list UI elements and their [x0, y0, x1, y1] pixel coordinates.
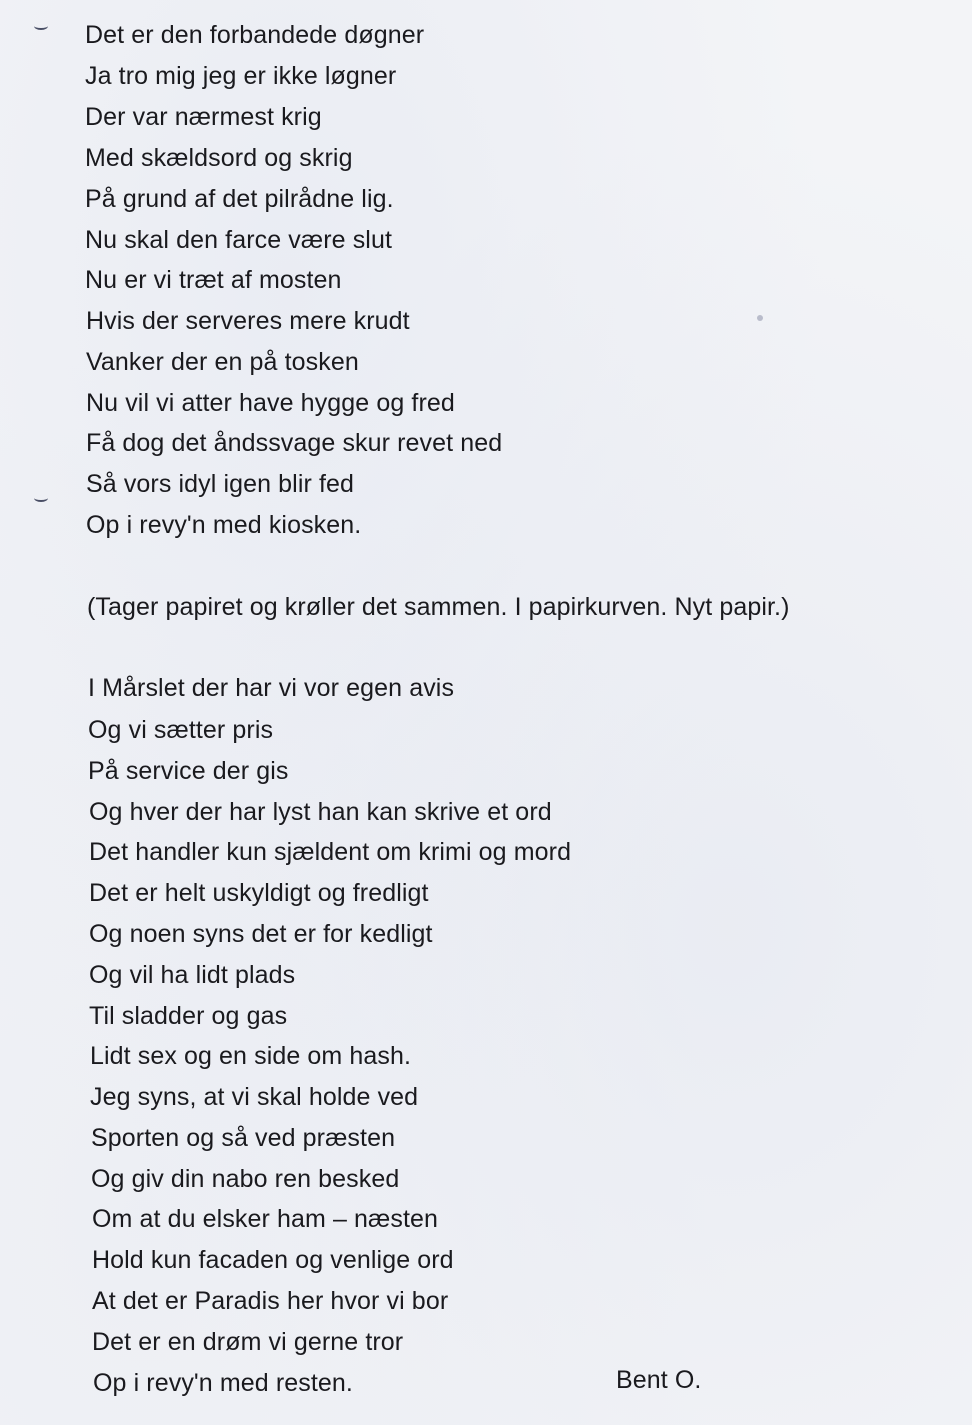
stanza2-line: Og noen syns det er for kedligt: [89, 920, 433, 948]
stanza2-line: At det er Paradis her hvor vi bor: [92, 1287, 449, 1315]
stanza1-line: Ja tro mig jeg er ikke løgner: [85, 62, 397, 90]
paper-speck: [757, 315, 763, 321]
stanza2-line: Og giv din nabo ren besked: [91, 1165, 400, 1193]
stanza2-line: På service der gis: [88, 757, 289, 785]
stanza1-line: Hvis der serveres mere krudt: [86, 307, 410, 335]
stanza2-line: I Mårslet der har vi vor egen avis: [88, 674, 455, 702]
stanza1-line: Med skældsord og skrig: [85, 144, 353, 172]
stanza1-line: Nu skal den farce være slut: [85, 226, 392, 254]
signature: Bent O.: [616, 1366, 702, 1394]
stanza2-line: Jeg syns, at vi skal holde ved: [90, 1083, 419, 1111]
stanza1-line: Op i revy'n med kiosken.: [86, 511, 362, 539]
stanza2-line: Og hver der har lyst han kan skrive et ord: [89, 798, 552, 826]
stage-direction: (Tager papiret og krøller det sammen. I papirkurven. Nyt papir.): [87, 593, 790, 621]
stanza2-line: Om at du elsker ham – næsten: [92, 1205, 439, 1233]
stanza2-line: Det er helt uskyldigt og fredligt: [89, 879, 429, 907]
stanza1-line: Det er den forbandede døgner: [85, 21, 425, 49]
stanza1-line: Nu er vi træt af mosten: [85, 266, 342, 294]
margin-mark: [34, 22, 48, 30]
stanza2-line: Hold kun facaden og venlige ord: [92, 1246, 454, 1274]
stanza2-line: Til sladder og gas: [89, 1002, 288, 1030]
stanza1-line: Få dog det åndssvage skur revet ned: [86, 429, 503, 457]
stanza2-line: Det handler kun sjældent om krimi og mord: [89, 838, 572, 866]
stanza2-line: Det er en drøm vi gerne tror: [92, 1328, 404, 1356]
stanza1-line: Så vors idyl igen blir fed: [86, 470, 355, 498]
stanza2-line: Og vi sætter pris: [88, 716, 274, 744]
stanza2-line: Lidt sex og en side om hash.: [90, 1042, 412, 1070]
stanza2-line: Og vil ha lidt plads: [89, 961, 296, 989]
stanza2-line: Sporten og så ved præsten: [91, 1124, 396, 1152]
stanza1-line: På grund af det pilrådne lig.: [85, 185, 394, 213]
stanza2-line: Op i revy'n med resten.: [93, 1369, 353, 1397]
stanza1-line: Vanker der en på tosken: [86, 348, 359, 376]
margin-mark: [34, 494, 48, 502]
stanza1-line: Der var nærmest krig: [85, 103, 322, 131]
stanza1-line: Nu vil vi atter have hygge og fred: [86, 389, 455, 417]
